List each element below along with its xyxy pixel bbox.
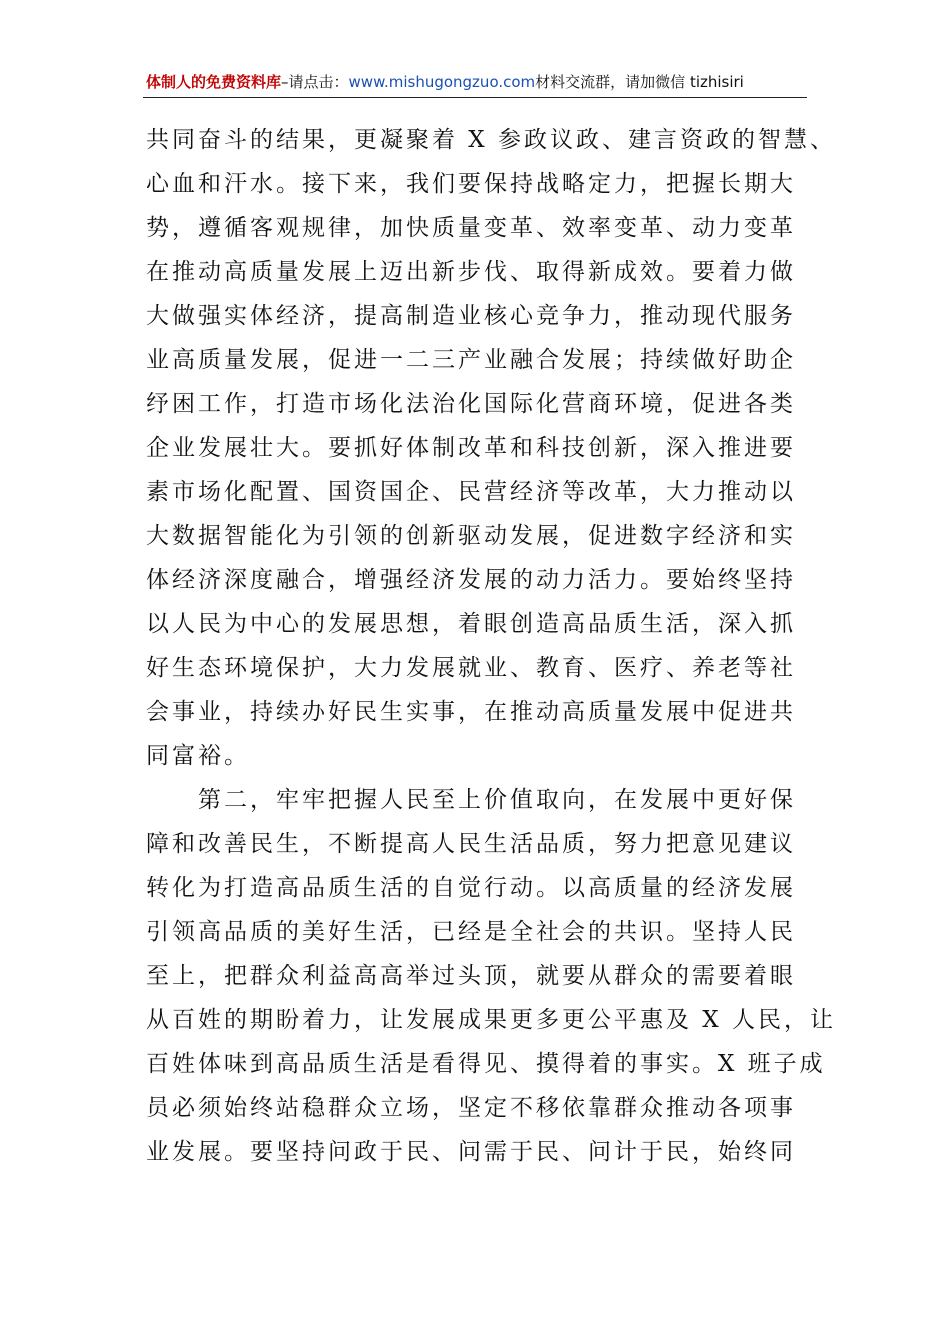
text-line: 业高质量发展，促进一二三产业融合发展；持续做好助企 <box>146 347 796 373</box>
header-divider <box>143 97 807 98</box>
text-line: 引领高品质的美好生活，已经是全社会的共识。坚持人民 <box>146 919 796 945</box>
text-line: 同富裕。 <box>146 743 250 769</box>
text-line: 共同奋斗的结果，更凝聚着 X 参政议政、建言资政的智慧、 <box>146 127 836 153</box>
text-line: 障和改善民生，不断提高人民生活品质，努力把意见建议 <box>146 831 796 857</box>
text-line: 体经济深度融合，增强经济发展的动力活力。要始终坚持 <box>146 567 796 593</box>
text-line: 大做强实体经济，提高制造业核心竞争力，推动现代服务 <box>146 303 796 329</box>
text-line: 纾困工作，打造市场化法治化国际化营商环境，促进各类 <box>146 391 796 417</box>
text-line: 势，遵循客观规律，加快质量变革、效率变革、动力变革 <box>146 215 796 241</box>
text-line: 至上，把群众利益高高举过头顶，就要从群众的需要着眼 <box>146 963 796 989</box>
text-line: 在推动高质量发展上迈出新步伐、取得新成效。要着力做 <box>146 259 796 285</box>
text-line: 百姓体味到高品质生活是看得见、摸得着的事实。X 班子成 <box>146 1051 826 1077</box>
text-line: 业发展。要坚持问政于民、问需于民、问计于民，始终同 <box>146 1139 796 1165</box>
header-prompt-text: –请点击： <box>281 73 349 91</box>
page-header <box>146 70 806 94</box>
text-line: 员必须始终站稳群众立场，坚定不移依靠群众推动各项事 <box>146 1095 796 1121</box>
text-line: 转化为打造高品质生活的自觉行动。以高质量的经济发展 <box>146 875 796 901</box>
header-contact-text: 材料交流群，请加微信 tizhisiri <box>535 73 744 91</box>
text-line: 以人民为中心的发展思想，着眼创造高品质生活，深入抓 <box>146 611 796 637</box>
header-brand-text: 体制人的免费资料库 <box>146 73 282 91</box>
text-line: 企业发展壮大。要抓好体制改革和科技创新，深入推进要 <box>146 435 796 461</box>
header-website-link[interactable]: www.mishugongzuo.com <box>348 73 536 91</box>
text-line: 大数据智能化为引领的创新驱动发展，促进数字经济和实 <box>146 523 796 549</box>
text-line: 素市场化配置、国资国企、民营经济等改革，大力推动以 <box>146 479 796 505</box>
text-line: 会事业，持续办好民生实事，在推动高质量发展中促进共 <box>146 699 796 725</box>
text-line: 好生态环境保护，大力发展就业、教育、医疗、养老等社 <box>146 655 796 681</box>
paragraph-start-line: 第二，牢牢把握人民至上价值取向，在发展中更好保 <box>146 787 796 813</box>
document-body <box>146 118 836 1174</box>
text-line: 从百姓的期盼着力，让发展成果更多更公平惠及 X 人民，让 <box>146 1007 836 1033</box>
text-line: 心血和汗水。接下来，我们要保持战略定力，把握长期大 <box>146 171 796 197</box>
